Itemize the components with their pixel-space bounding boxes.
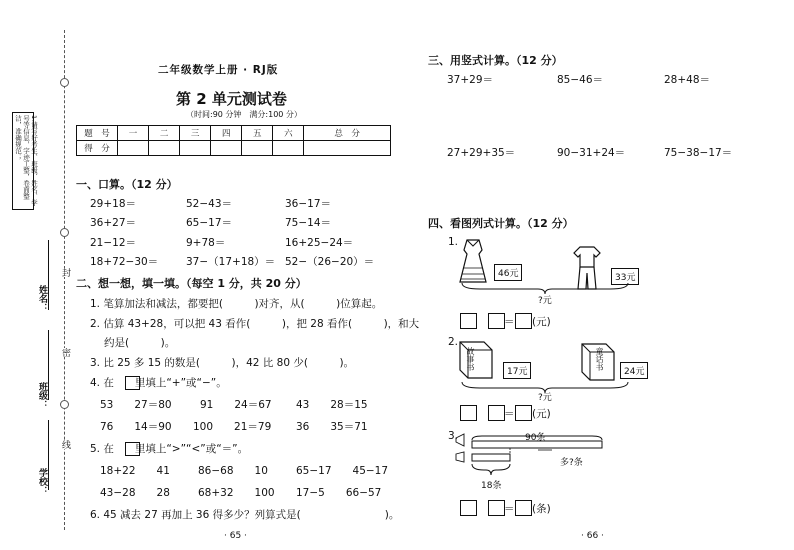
sign-problem: 100 21＝79 [193,421,272,433]
fill-question-5-label: 5. 在 里填上“>”“<”或“＝”。 [90,443,249,455]
score-header-cell: 三 [180,126,211,141]
sign-problem: 76 14＝90 [100,421,172,433]
score-header-cell: 一 [118,126,149,141]
compare-problem: 17−5 66−57 [296,487,382,499]
section3-title: 三、用竖式计算。（12 分） [428,54,563,67]
fill-question-4-label: 4. 在 里填上“+”或“−”。 [90,377,227,389]
answer-box[interactable] [460,313,477,329]
answer-box[interactable] [460,500,477,516]
class-underline [48,330,49,400]
oral-problem: 52−（26−20）＝ [285,256,375,268]
sign-problem: 36 35＝71 [296,421,368,433]
page-number-right: · 66 · [581,531,604,541]
answer-box[interactable] [488,313,505,329]
name-label: 姓名： [37,285,47,312]
vertical-calc-problem: 90−31+24＝ [557,147,626,159]
score-cell[interactable] [273,141,304,156]
equals-sign: ＝ [504,503,515,515]
oral-problem: 75−14＝ [285,217,332,229]
dress-icon [455,238,491,286]
oral-problem: 36−17＝ [285,198,332,210]
time-info: （时间:90 分钟 满分:100 分） [186,110,302,119]
price-tag: 17元 [503,362,531,379]
cut-circle [60,400,69,409]
price-tag: 46元 [494,264,522,281]
sign-problem: 91 24＝67 [200,399,272,411]
answer-box[interactable] [515,405,532,421]
price-tag: 24元 [620,362,648,379]
score-cell[interactable] [304,141,391,156]
equals-sign: ＝ [504,316,515,328]
fill-question-2-cont: 约是( )。 [104,337,176,349]
cut-circle [60,228,69,237]
answer-box [125,442,140,456]
school-underline [48,420,49,490]
question-label: ?元 [538,393,552,403]
answer-box[interactable] [515,313,532,329]
vertical-calc-problem: 28+48＝ [664,74,711,86]
question-label: 多?条 [560,458,583,468]
oral-problem: 52−43＝ [186,198,233,210]
score-table [76,125,391,156]
compare-problem: 18+22 41 [100,465,170,477]
school-label: 学校： [37,468,47,495]
section4-title: 四、看图列式计算。（12 分） [428,217,574,230]
known-label: 18条 [481,481,502,491]
score-header-cell: 题 号 [77,126,118,141]
oral-problem: 29+18＝ [90,198,137,210]
answer-box[interactable] [488,405,505,421]
page-number-left: · 65 · [224,531,247,541]
oral-problem: 65−17＝ [186,217,233,229]
price-tag: 33元 [611,268,639,285]
score-header-cell: 总 分 [304,126,391,141]
oral-problem: 36+27＝ [90,217,137,229]
score-header-cell: 六 [273,126,304,141]
fill-question-3: 3. 比 25 多 15 的数是( )，42 比 80 少( )。 [90,357,355,369]
sign-problem: 53 27＝80 [100,399,172,411]
score-cell[interactable] [180,141,211,156]
vertical-calc-problem: 37+29＝ [447,74,494,86]
compare-problem: 43−28 28 [100,487,170,499]
oral-problem: 18+72−30＝ [90,256,159,268]
answer-box[interactable] [460,405,477,421]
page-title: 第 2 单元测试卷 [176,90,287,108]
answer-box[interactable] [515,500,532,516]
score-header-cell: 二 [149,126,180,141]
unit-label: (元) [532,408,551,420]
cut-mark-line: 线 [60,440,70,449]
class-label: 班级： [37,382,47,409]
dashed-cut-line [64,30,65,530]
score-cell[interactable] [149,141,180,156]
book-title: 故事书 [466,347,475,371]
answer-box [125,376,140,390]
vertical-calc-problem: 75−38−17＝ [664,147,733,159]
score-cell[interactable] [118,141,149,156]
score-cell[interactable] [211,141,242,156]
cut-circle [60,78,69,87]
vertical-calc-problem: 85−46＝ [557,74,604,86]
picture-problem-2-number: 2. [448,336,459,348]
name-underline [48,240,49,310]
picture-problem-1-number: 1. [448,236,459,248]
cut-mark-seal: 封 [60,268,70,277]
fill-question-6: 6. 45 减去 27 再加上 36 得多少？列算式是( )。 [90,509,400,521]
total-label: 90条 [525,433,546,443]
section1-title: 一、口算。（12 分） [76,178,178,191]
compare-problem: 86−68 10 [198,465,268,477]
oral-problem: 9+78＝ [186,237,226,249]
oral-problem: 21−12＝ [90,237,137,249]
score-header-cell: 五 [242,126,273,141]
unit-label: (元) [532,316,551,328]
binding-note: 1.请写好考生、班级、姓名、学号等信息，字迹工整，卷面整洁，准确规范； [14,115,38,206]
cut-mark-secret: 密 [60,348,70,357]
compare-problem: 68+32 100 [198,487,275,499]
oral-problem: 37−（17+18）＝ [186,256,276,268]
fill-question-2: 2. 估算 43+28，可以把 43 看作( )，把 28 看作( )，和大 [90,318,420,330]
storybook-icon [454,338,498,382]
vertical-calc-problem: 27+29+35＝ [447,147,516,159]
binding-strip [0,0,70,550]
question-label: ?元 [538,296,552,306]
picture-problem-3-number: 3. [448,430,459,442]
sign-problem: 43 28＝15 [296,399,368,411]
equals-sign: ＝ [504,408,515,420]
fill-question-1: 1. 笔算加法和减法，都要把( )对齐，从( )位算起。 [90,298,383,310]
grade-heading: 二年级数学上册 · RJ版 [158,64,279,76]
unit-label: (条) [532,503,551,515]
section2-title: 二、想一想，填一填。（每空 1 分，共 20 分） [76,277,307,290]
score-row-label: 得 分 [77,141,118,156]
oral-problem: 16+25−24＝ [285,237,354,249]
book-title: 童话书 [595,347,604,371]
score-cell[interactable] [242,141,273,156]
answer-box[interactable] [488,500,505,516]
compare-problem: 65−17 45−17 [296,465,389,477]
score-header-cell: 四 [211,126,242,141]
strip-diagram [452,432,612,487]
